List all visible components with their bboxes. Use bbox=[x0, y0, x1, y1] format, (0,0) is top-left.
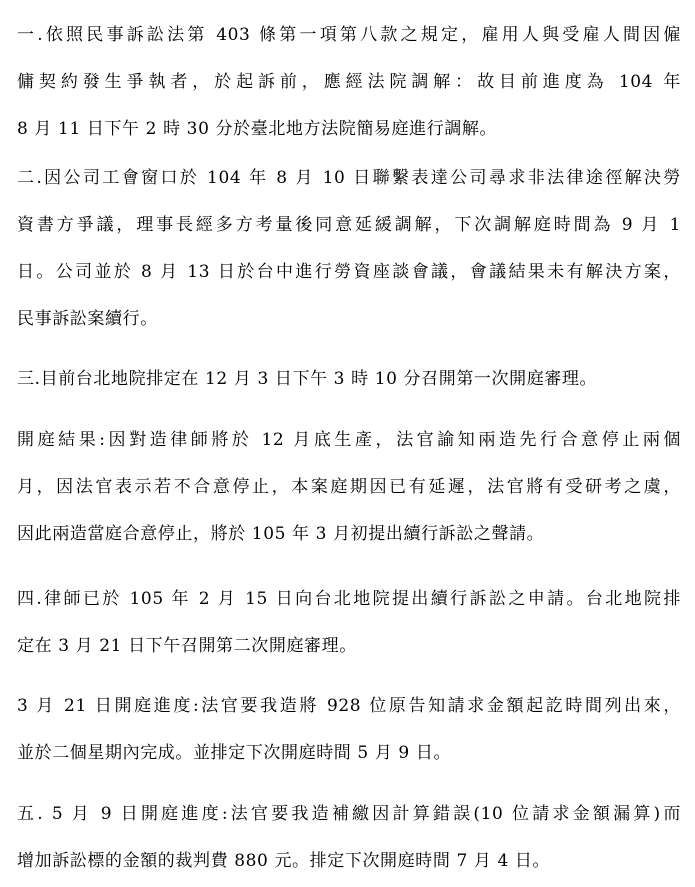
paragraph-4-resume-litigation bbox=[17, 576, 681, 670]
text-line: 8 月 11 日下午 2 時 30 分於臺北地方法院簡易庭進行調解。 bbox=[17, 119, 498, 139]
paragraph-hearing-result bbox=[17, 417, 681, 558]
paragraph-3-first-hearing bbox=[17, 356, 681, 403]
paragraph-march-21-progress bbox=[17, 683, 681, 777]
text-line: 並於二個星期內完成。並排定下次開庭時間 5 月 9 日。 bbox=[17, 743, 452, 763]
text-line: 因此兩造當庭合意停止，將於 105 年 3 月初提出續行訴訟之聲請。 bbox=[17, 524, 545, 544]
text-line: 3 月 21 日開庭進度:法官要我造將 928 位原告知請求金額起訖時間列出來， bbox=[17, 696, 681, 716]
text-line: 日。公司並於 8 月 13 日於台中進行勞資座談會議，會議結果未有解決方案， bbox=[17, 262, 681, 282]
text-line: 定在 3 月 21 日下午召開第二次開庭審理。 bbox=[17, 636, 357, 656]
text-line: 二.因公司工會窗口於 104 年 8 月 10 日聯繫表達公司尋求非法律途徑解決勞 bbox=[17, 168, 681, 188]
text-line: 開庭結果:因對造律師將於 12 月底生產，法官諭知兩造先行合意停止兩個 bbox=[17, 430, 681, 450]
paragraph-1-mediation-requirement bbox=[17, 12, 681, 153]
text-line: 三.目前台北地院排定在 12 月 3 日下午 3 時 10 分召開第一次開庭審理。 bbox=[17, 369, 598, 389]
text-line: 增加訴訟標的金額的裁判費 880 元。排定下次開庭時間 7 月 4 日。 bbox=[17, 851, 551, 871]
text-line: 月，因法官表示若不合意停止，本案庭期因已有延遲，法官將有受研考之虞， bbox=[17, 477, 681, 497]
text-line: 一.依照民事訴訟法第 403 條第一項第八款之規定，雇用人與受雇人間因僱 bbox=[17, 25, 681, 45]
text-line: 傭契約發生爭執者，於起訴前，應經法院調解：故目前進度為 104 年 bbox=[17, 72, 681, 92]
text-line: 五. 5 月 9 日開庭進度:法官要我造補繳因計算錯誤(10 位請求金額漏算)而 bbox=[17, 804, 681, 824]
text-line: 資書方爭議，理事長經多方考量後同意延緩調解，下次調解庭時間為 9 月 1 bbox=[17, 215, 681, 235]
text-line: 四.律師已於 105 年 2 月 15 日向台北地院提出續行訴訟之申請。台北地院排 bbox=[17, 589, 681, 609]
paragraph-2-union-liaison bbox=[17, 155, 681, 343]
text-line: 民事訴訟案續行。 bbox=[17, 309, 158, 329]
paragraph-5-may-9-progress bbox=[17, 791, 681, 885]
